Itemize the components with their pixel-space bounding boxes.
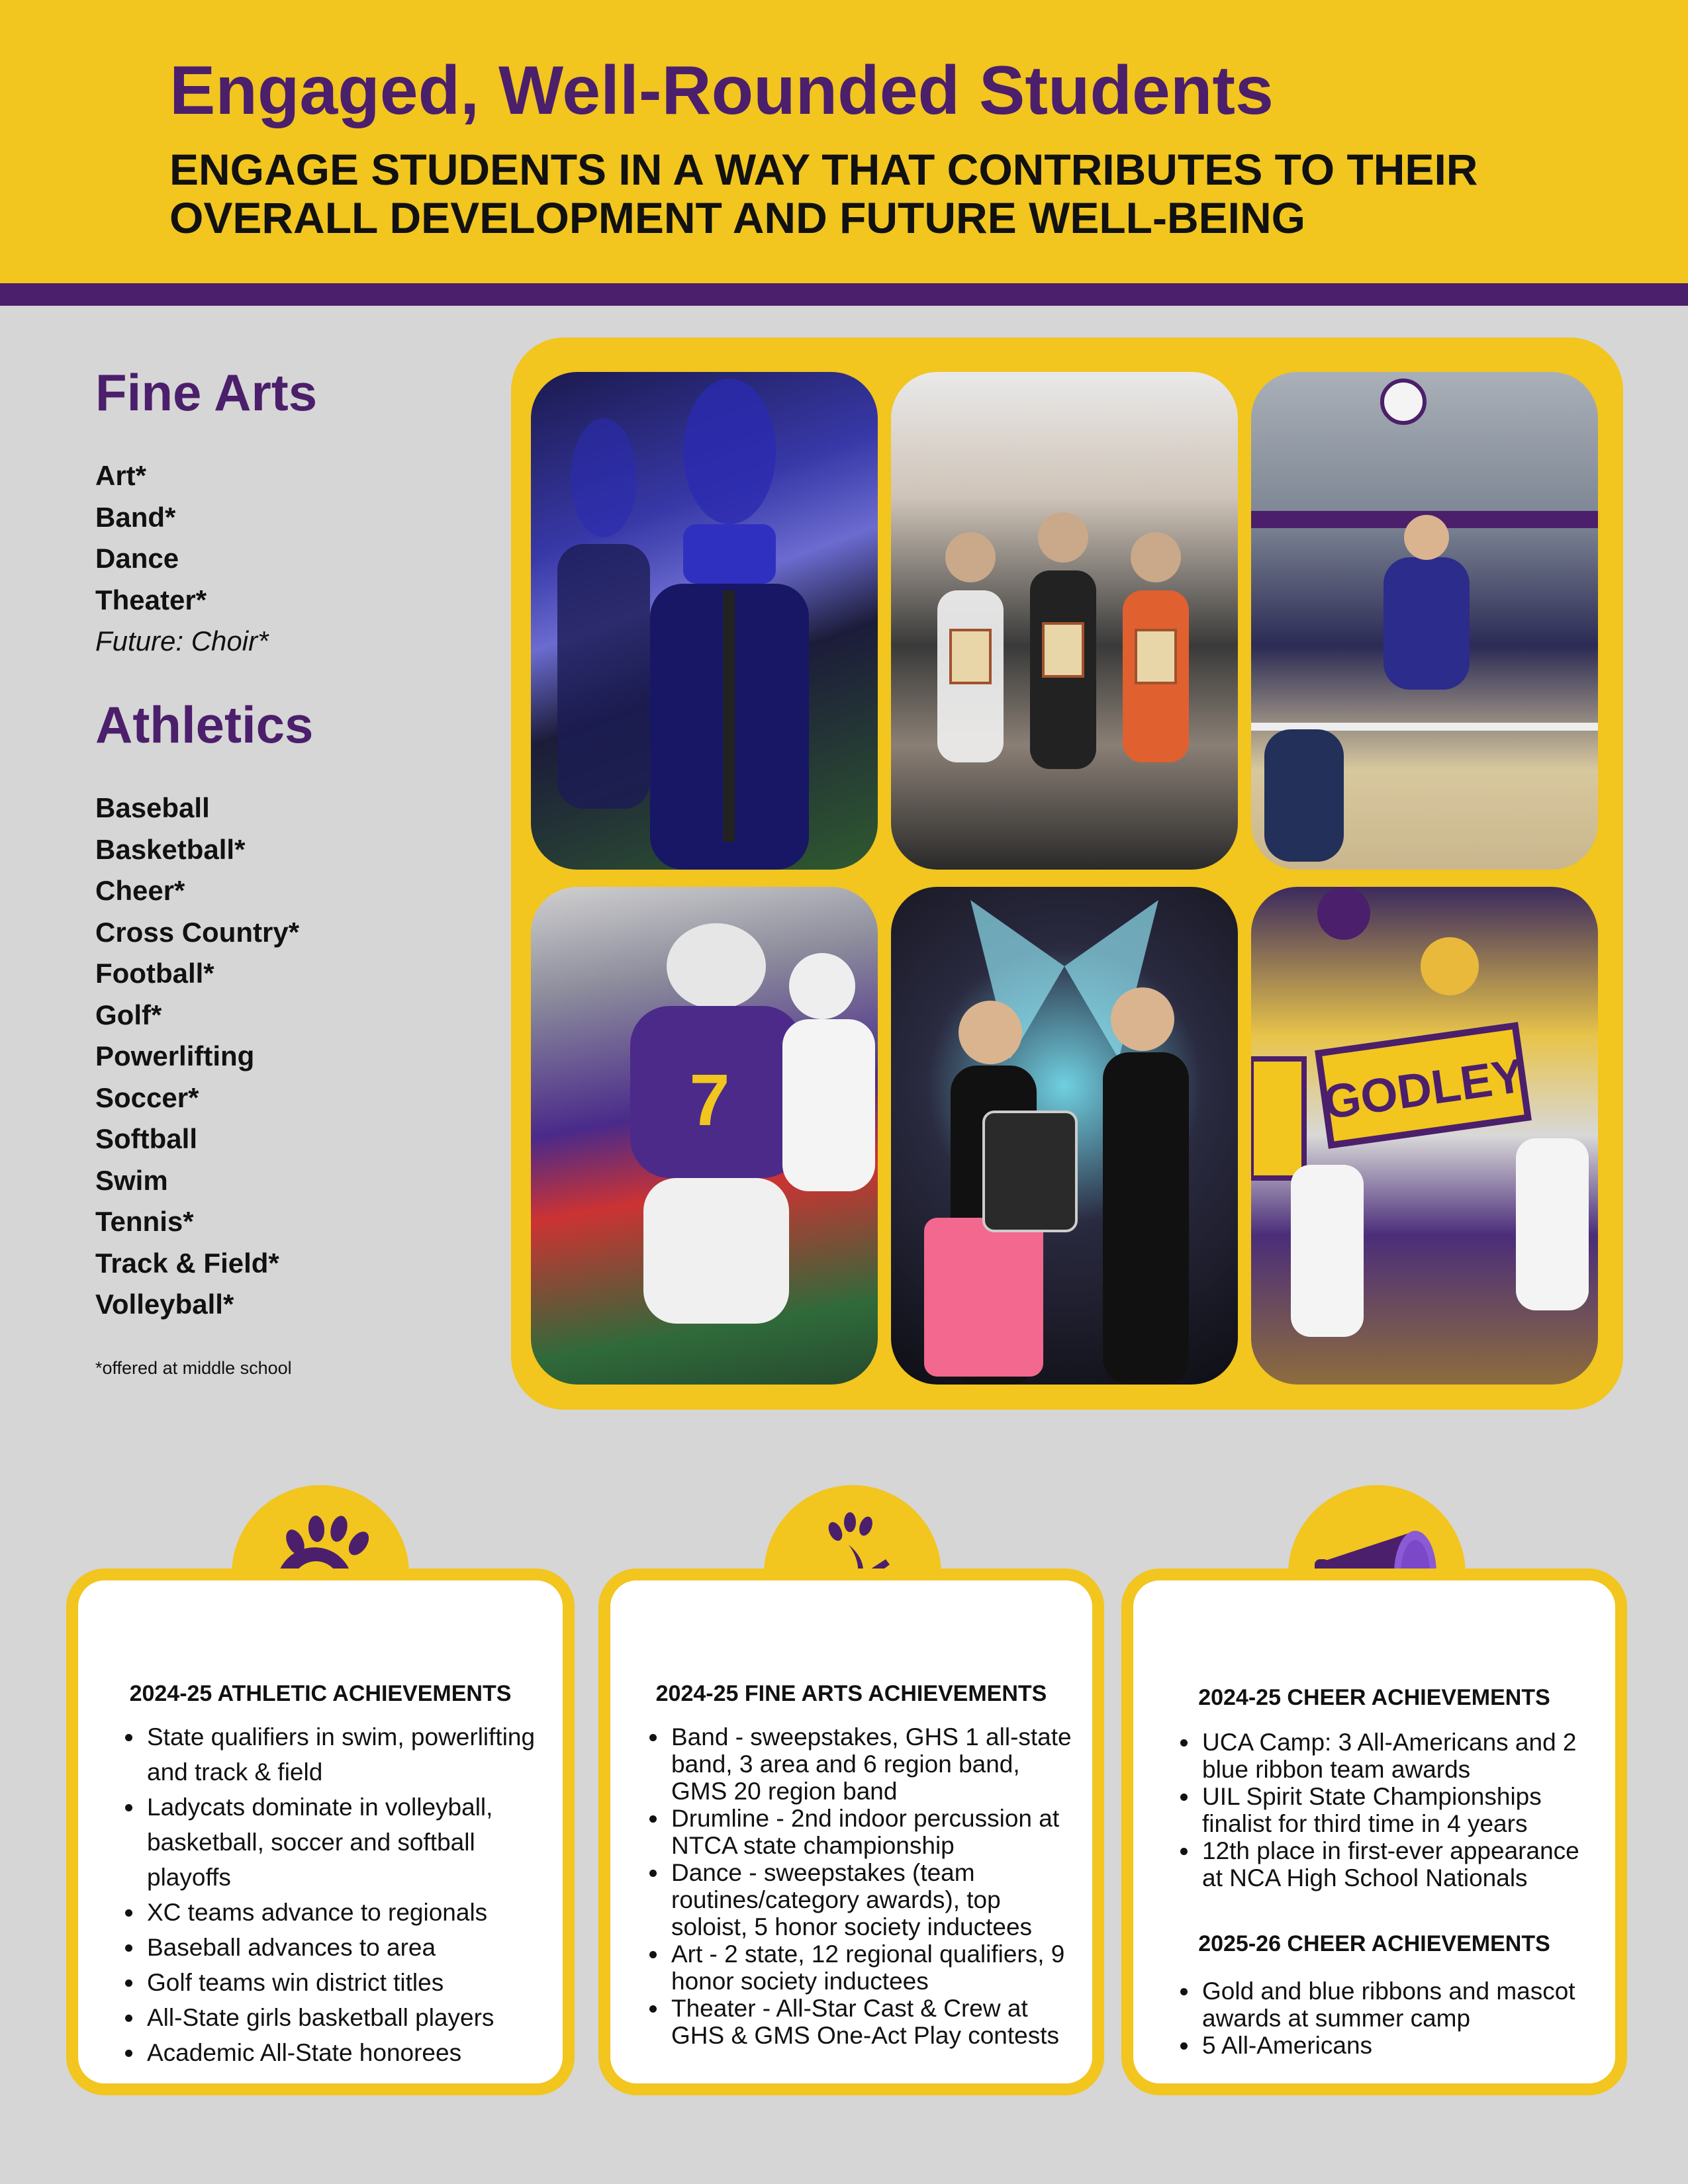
future-program: Future: Choir* <box>95 625 269 657</box>
header-divider <box>0 283 1688 306</box>
athletic-achievements-card <box>66 1569 575 2095</box>
list-item: Track & Field* <box>95 1247 279 1279</box>
list-item: • Ladycats dominate in volleyball, basketball, soccer and softball playoffs <box>144 1790 536 1895</box>
list-item: • XC teams advance to regionals <box>144 1895 536 1930</box>
list-item: • Baseball advances to area <box>144 1930 536 1965</box>
athletics-list <box>95 788 299 1326</box>
fine-arts-achievements-list <box>622 1723 1079 2049</box>
group-illustration <box>891 372 1238 870</box>
fine-arts-list <box>95 455 268 662</box>
list-item: • State qualifiers in swim, powerlifting and track & field <box>144 1719 536 1790</box>
list-item: • All-State girls basketball players <box>144 2000 536 2035</box>
list-item: Swim <box>95 1164 168 1196</box>
list-item: • UCA Camp: 3 All-Americans and 2 blue ribbon team awards <box>1199 1729 1602 1783</box>
list-item: • Art - 2 state, 12 regional qualifiers, 9 honor society inductees <box>669 1940 1079 1995</box>
fine-arts-heading: Fine Arts <box>95 363 318 422</box>
list-item: • 12th place in first-ever appearance at NCA High School Nationals <box>1199 1837 1602 1891</box>
list-item: • UIL Spirit State Championships finalist for third time in 4 years <box>1199 1783 1602 1837</box>
list-item: Dance <box>95 543 179 574</box>
jersey-number: 7 <box>689 1060 730 1141</box>
list-item: • Gold and blue ribbons and mascot awards at summer camp <box>1199 1978 1602 2032</box>
list-item: • Drumline - 2nd indoor percussion at NTCA state championship <box>669 1805 1079 1859</box>
cheer-achievements-title: 2024-25 CHEER ACHIEVEMENTS <box>1198 1685 1550 1710</box>
photo-marching-band <box>531 372 878 870</box>
list-item: Art* <box>95 460 147 491</box>
list-item: Soccer* <box>95 1081 199 1113</box>
page-title: Engaged, Well-Rounded Students <box>169 52 1274 129</box>
athletic-achievements-title: 2024-25 ATHLETIC ACHIEVEMENTS <box>129 1681 512 1706</box>
list-item: Baseball <box>95 792 210 823</box>
band-member-illustration <box>531 372 878 870</box>
list-item: Theater* <box>95 584 207 615</box>
cheer-achievements-list-2025 <box>1153 1978 1602 2059</box>
fine-arts-achievements-card <box>598 1569 1104 2095</box>
list-item: Cross Country* <box>95 916 300 948</box>
list-item: Basketball* <box>95 833 246 865</box>
list-item: Golf* <box>95 999 162 1030</box>
dancers-illustration <box>891 887 1238 1385</box>
photo-collage <box>511 338 1623 1410</box>
photo-cheer <box>1251 887 1598 1385</box>
list-item: Football* <box>95 958 214 989</box>
athletic-achievements-list <box>98 1719 536 2070</box>
list-item: • 5 All-Americans <box>1199 2032 1602 2059</box>
list-item: Softball <box>95 1123 197 1154</box>
list-item: • Theater - All-Star Cast & Crew at GHS & GMS One-Act Play contests <box>669 1995 1079 2049</box>
page-subtitle: ENGAGE STUDENTS IN A WAY THAT CONTRIBUTES TO THEIR OVERALL DEVELOPMENT AND FUTURE WELL-BEING <box>169 145 1478 242</box>
football-player-illustration <box>531 887 878 1385</box>
photo-volleyball <box>1251 372 1598 870</box>
cheer-achievements-list <box>1153 1729 1602 1891</box>
list-item: • Dance - sweepstakes (team routines/category awards), top soloist, 5 honor society inductees <box>669 1859 1079 1940</box>
list-item: • Academic All-State honorees <box>144 2035 536 2070</box>
list-item: Tennis* <box>95 1206 194 1237</box>
list-item: Cheer* <box>95 875 185 906</box>
volleyball-illustration <box>1251 372 1598 870</box>
photo-football <box>531 887 878 1385</box>
cheer-achievements-title-2025: 2025-26 CHEER ACHIEVEMENTS <box>1198 1931 1550 1956</box>
list-item: • Golf teams win district titles <box>144 1965 536 2000</box>
list-item: • Band - sweepstakes, GHS 1 all-state band, 3 area and 6 region band, GMS 20 region band <box>669 1723 1079 1805</box>
list-item: Band* <box>95 501 176 533</box>
footnote: *offered at middle school <box>95 1358 292 1378</box>
cheer-illustration <box>1251 887 1598 1385</box>
photo-honor-society <box>891 372 1238 870</box>
fine-arts-achievements-title: 2024-25 FINE ARTS ACHIEVEMENTS <box>655 1681 1047 1706</box>
banner-text: GODLEY <box>1320 1049 1527 1130</box>
photo-dance-awards <box>891 887 1238 1385</box>
cheer-achievements-card <box>1121 1569 1627 2095</box>
list-item: Powerlifting <box>95 1040 255 1071</box>
list-item: Volleyball* <box>95 1289 234 1320</box>
athletics-heading: Athletics <box>95 696 314 754</box>
